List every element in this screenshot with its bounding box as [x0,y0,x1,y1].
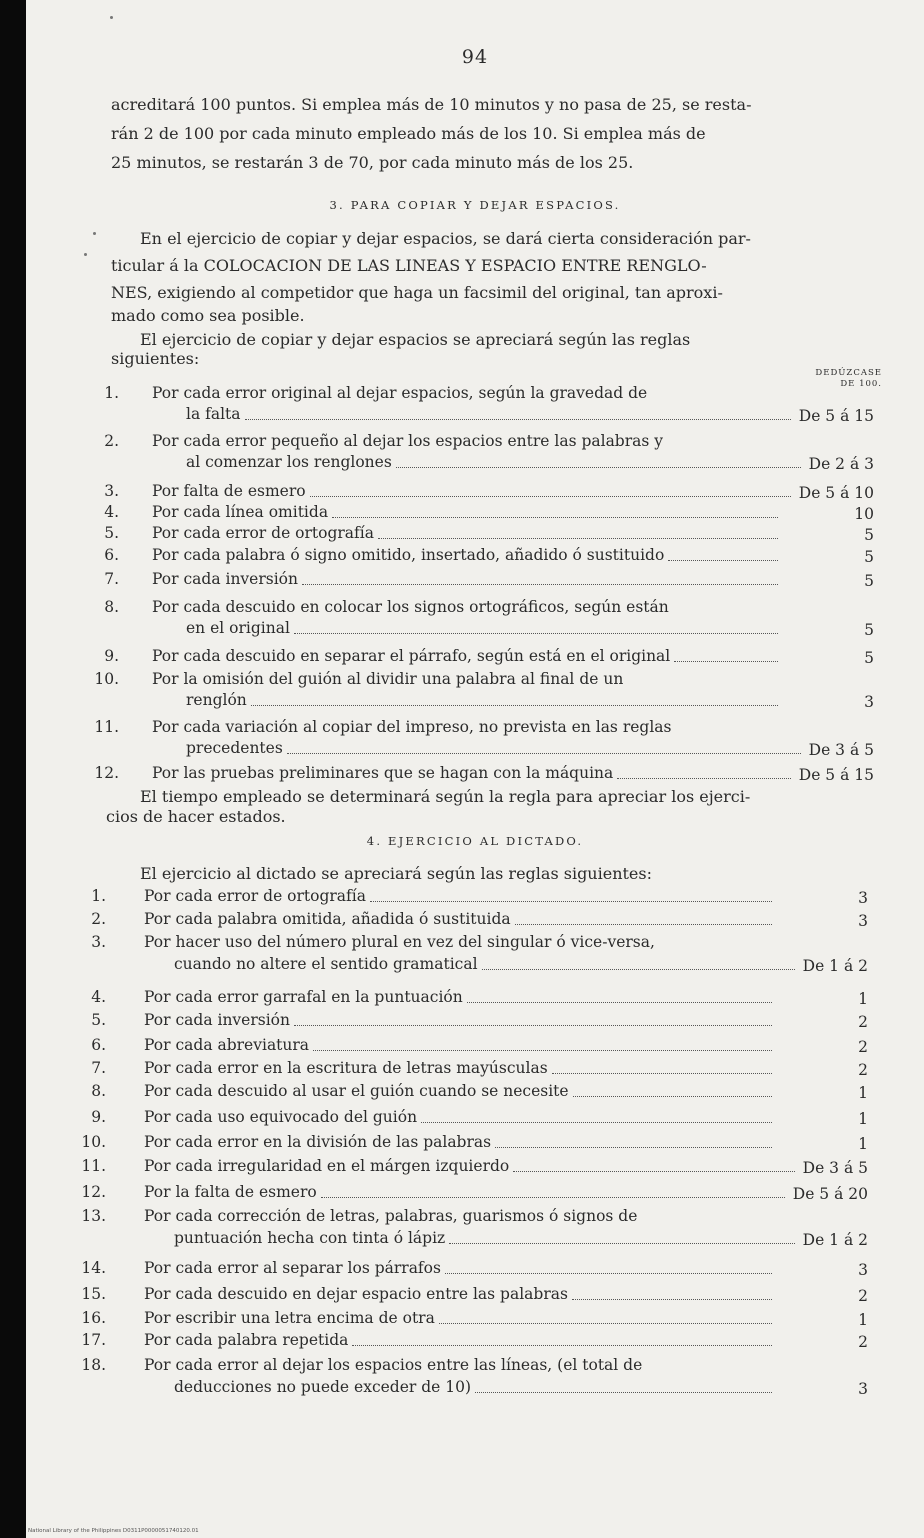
rule-text: Por cada palabra ó signo omitido, insertado, añadido ó sustituido [152,546,665,564]
rule-number: 4. [91,988,106,1006]
ink-speck [84,253,87,256]
rule-deduction-value: De 3 á 5 [808,741,874,759]
dot-leader [439,1323,772,1324]
rule-number: 10. [94,670,119,688]
rule-text: Por cada descuido en separar el párrafo, según está en el original [152,647,671,665]
rule-number: 3. [104,482,119,500]
rule-deduction-value: 3 [864,693,874,711]
rule-deduction-value: 2 [858,1287,868,1305]
dot-leader [668,560,778,561]
rule-number: 3. [91,933,106,951]
rule-text: Por cada error garrafal en la puntuación [144,988,463,1006]
section-3-paragraph-line: En el ejercicio de copiar y dejar espacios, se dará cierta consideración par- [140,229,751,248]
rule-text: precedentes [186,739,283,757]
dot-leader [332,517,778,518]
rule-deduction-value: 2 [858,1013,868,1031]
rule-number: 8. [91,1082,106,1100]
dot-leader [294,633,778,634]
rule-number: 13. [81,1207,106,1225]
ink-speck [93,232,96,235]
intro-line: acreditará 100 puntos. Si emplea más de 10 minutos y no pasa de 25, se resta- [111,95,752,114]
rule-number: 2. [104,432,119,450]
rule-text: Por cada error de ortografía [144,887,366,905]
section-3-paragraph-line: NES, exigiendo al competidor que haga un facsimil del original, tan aproxi- [111,283,723,302]
dot-leader [617,778,791,779]
rule-deduction-value: 1 [858,1311,868,1329]
section-4-intro: El ejercicio al dictado se apreciará según las reglas siguientes: [140,864,652,883]
rule-text: al comenzar los renglones [186,453,392,471]
intro-line: rán 2 de 100 por cada minuto empleado más de los 10. Si emplea más de [111,124,706,143]
rule-deduction-value: 1 [858,1110,868,1128]
rule-deduction-value: 5 [864,526,874,544]
dot-leader [495,1147,772,1148]
rule-number: 5. [91,1011,106,1029]
rule-text: Por cada error al dejar los espacios entre las líneas, (el total de [144,1356,643,1374]
rule-deduction-value: 5 [864,548,874,566]
dot-leader [321,1197,785,1198]
rule-deduction-value: 3 [858,912,868,930]
rule-text: Por cada palabra omitida, añadida ó sustituida [144,910,511,928]
dot-leader [251,705,778,706]
rule-deduction-value: De 2 á 3 [808,455,874,473]
column-header-line: DEDÚZCASE [815,368,882,378]
rule-deduction-value: 3 [858,1261,868,1279]
rule-deduction-value: De 1 á 2 [802,1231,868,1249]
rule-number: 1. [91,887,106,905]
rule-text: renglón [186,691,247,709]
deduction-column-header [786,368,882,390]
rule-text: Por cada error original al dejar espacios, según la gravedad de [152,384,648,402]
dot-leader [674,661,778,662]
rule-text: Por cada irregularidad en el márgen izquierdo [144,1157,510,1175]
rule-text: Por cada error en la escritura de letras mayúsculas [144,1059,548,1077]
dot-leader [573,1096,772,1097]
dot-leader [445,1273,772,1274]
rule-deduction-value: De 5 á 15 [798,766,874,784]
rule-number: 15. [81,1285,106,1303]
rule-text: Por cada error pequeño al dejar los espacios entre las palabras y [152,432,664,450]
rule-number: 7. [91,1059,106,1077]
section-3-closing-line: cios de hacer estados. [106,807,286,826]
rule-number: 18. [81,1356,106,1374]
dot-leader [245,419,791,420]
section-3-paragraph-line: El ejercicio de copiar y dejar espacios se apreciará según las reglas [140,330,691,349]
rule-number: 9. [91,1108,106,1126]
rule-text: Por escribir una letra encima de otra [144,1309,435,1327]
rule-number: 10. [81,1133,106,1151]
dot-leader [421,1122,772,1123]
rule-text: Por cada uso equivocado del guión [144,1108,418,1126]
rule-text: Por cada descuido en dejar espacio entre las palabras [144,1285,568,1303]
rule-number: 12. [81,1183,106,1201]
column-header-line: DE 100. [840,379,882,389]
rule-text: Por cada palabra repetida [144,1331,349,1349]
rule-number: 16. [81,1309,106,1327]
section-3-paragraph-line: mado como sea posible. [111,306,305,325]
rule-number: 14. [81,1259,106,1277]
section-4-heading: 4. EJERCICIO AL DICTADO. [366,834,584,848]
rule-deduction-value: 3 [858,889,868,907]
dot-leader [475,1392,772,1393]
page-number: 94 [461,46,489,68]
rule-text: Por cada corrección de letras, palabras, guarismos ó signos de [144,1207,638,1225]
dot-leader [513,1171,795,1172]
rule-text: Por la falta de esmero [144,1183,317,1201]
section-3-closing-line: El tiempo empleado se determinará según la regla para apreciar los ejerci- [140,787,751,806]
rule-deduction-value: 2 [858,1038,868,1056]
rule-number: 8. [104,598,119,616]
dot-leader [313,1050,772,1051]
rule-deduction-value: 2 [858,1061,868,1079]
rule-number: 5. [104,524,119,542]
rule-number: 17. [81,1331,106,1349]
rule-text: Por cada inversión [152,570,298,588]
rule-deduction-value: 1 [858,1135,868,1153]
rule-deduction-value: De 5 á 10 [798,484,874,502]
dot-leader [515,924,772,925]
dot-leader [396,467,801,468]
rule-number: 2. [91,910,106,928]
rule-text: Por cada abreviatura [144,1036,310,1054]
rule-number: 7. [104,570,119,588]
dot-leader [302,584,778,585]
rule-text: Por cada descuido en colocar los signos ortográficos, según están [152,598,669,616]
rule-number: 1. [104,384,119,402]
rule-text: Por la omisión del guión al dividir una palabra al final de un [152,670,624,688]
footer-credit: National Library of the Philippines D0311P0000051740120.01 [28,1528,199,1534]
rule-number: 12. [94,764,119,782]
rule-deduction-value: De 3 á 5 [802,1159,868,1177]
rule-text: Por cada descuido al usar el guión cuando se necesite [144,1082,569,1100]
ink-speck [110,16,113,19]
rule-text: cuando no altere el sentido gramatical [174,955,478,973]
rule-number: 11. [81,1157,106,1175]
dot-leader [482,969,795,970]
rule-deduction-value: De 5 á 20 [792,1185,868,1203]
rule-text: Por cada línea omitida [152,503,329,521]
rule-text: Por cada inversión [144,1011,290,1029]
rule-text: deducciones no puede exceder de 10) [174,1378,472,1396]
dot-leader [294,1025,772,1026]
rule-deduction-value: De 1 á 2 [802,957,868,975]
dot-leader [352,1345,772,1346]
rule-number: 6. [104,546,119,564]
rule-deduction-value: 5 [864,621,874,639]
rule-number: 9. [104,647,119,665]
rule-number: 4. [104,503,119,521]
rule-number: 6. [91,1036,106,1054]
rule-deduction-value: 3 [858,1380,868,1398]
dot-leader [449,1243,795,1244]
dot-leader [378,538,778,539]
rule-text: en el original [186,619,290,637]
rule-text: Por las pruebas preliminares que se hagan con la máquina [152,764,614,782]
section-3-heading: 3. PARA COPIAR Y DEJAR ESPACIOS. [329,198,621,212]
rule-deduction-value: 1 [858,1084,868,1102]
rule-text: Por falta de esmero [152,482,306,500]
section-3-paragraph-line: ticular á la COLOCACION DE LAS LINEAS Y ESPACIO ENTRE RENGLO- [111,256,707,275]
rule-text: puntuación hecha con tinta ó lápiz [174,1229,446,1247]
rule-text: Por cada error de ortografía [152,524,374,542]
rule-number: 11. [94,718,119,736]
dot-leader [552,1073,772,1074]
rule-deduction-value: 5 [864,649,874,667]
dot-leader [370,901,772,902]
rule-text: la falta [186,405,241,423]
rule-text: Por cada error en la división de las palabras [144,1133,492,1151]
section-3-paragraph-line: siguientes: [111,349,200,368]
rule-deduction-value: 1 [858,990,868,1008]
rule-deduction-value: 2 [858,1333,868,1351]
rule-text: Por cada error al separar los párrafos [144,1259,441,1277]
rule-deduction-value: 5 [864,572,874,590]
rule-deduction-value: De 5 á 15 [798,407,874,425]
intro-line: 25 minutos, se restarán 3 de 70, por cada minuto más de los 25. [111,153,634,172]
rule-deduction-value: 10 [854,505,874,523]
dot-leader [572,1299,772,1300]
rule-text: Por hacer uso del número plural en vez del singular ó vice-versa, [144,933,655,951]
rule-text: Por cada variación al copiar del impreso, no prevista en las reglas [152,718,672,736]
dot-leader [310,496,791,497]
document-page [26,0,924,1538]
dot-leader [287,753,801,754]
dot-leader [467,1002,772,1003]
